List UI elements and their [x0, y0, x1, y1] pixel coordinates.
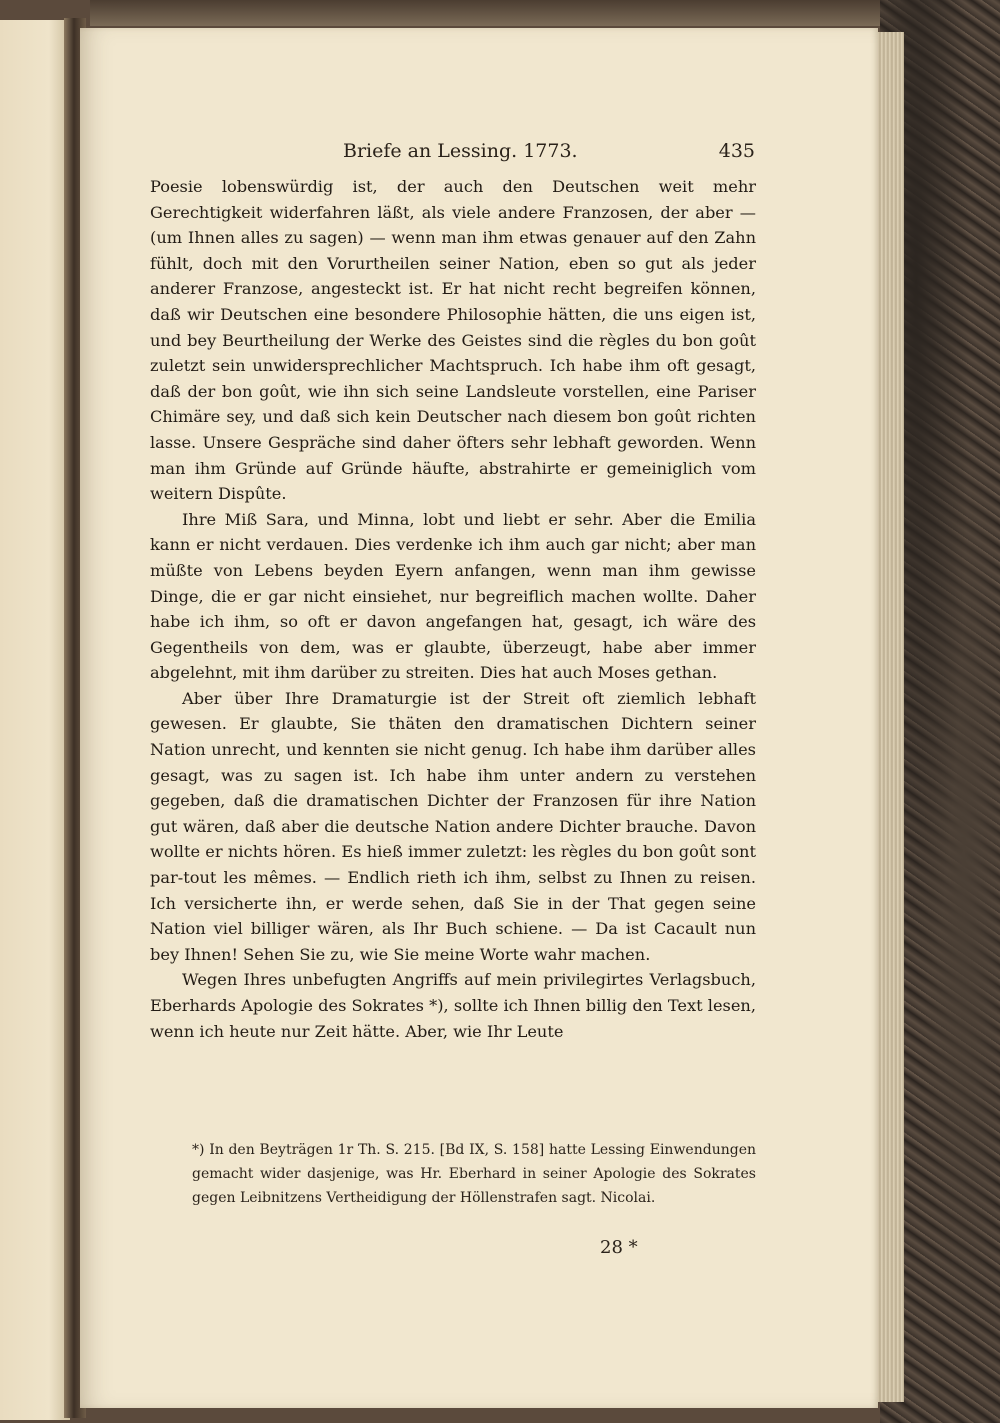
- running-title: Briefe an Lessing. 1773.: [343, 140, 578, 162]
- page-number: 435: [718, 140, 755, 162]
- book-top-edge: [90, 0, 910, 26]
- paragraph: Wegen Ihres unbefugten Angriffs auf mein privilegirtes Verlagsbuch, Eberhards Apologie des Sokrates *), sollte ich Ihnen billig den Text lesen, wenn ich heute nur Zeit hätte. Aber, wie Ihr Leute: [150, 970, 756, 1041]
- paragraph: Aber über Ihre Dramaturgie ist der Streit oft ziemlich lebhaft gewesen. Er glaubte, Sie thäten den dramatischen Dichtern seiner Nation unrecht, und kennten sie nicht genug. Ich habe ihm darüber alles gesagt, was zu sagen ist. Ich habe ihm unter andern zu verstehen gegeben, daß die dramatischen Dichter der Franzosen für ihre Nation gut wären, daß aber die deutsche Nation andere Dichter brauche. Davon wollte er nichts hören. Es hieß immer zuletzt: les règles du bon goût sont par-tout les mêmes. — Endlich rieth ich ihm, selbst zu Ihnen zu reisen. Ich versicherte ihn, er werde sehen, daß Sie in der That gegen seine Nation viel billiger wären, als Ihr Buch schiene. — Da ist Cacault nun bey Ihnen! Sehen Sie zu, wie Sie meine Worte wahr machen.: [150, 688, 756, 964]
- footnote: [150, 1138, 756, 1210]
- body-text: [150, 174, 756, 1044]
- left-facing-page: [0, 20, 70, 1420]
- signature-mark: 28 *: [600, 1237, 638, 1258]
- footnote-text: *) In den Beyträgen 1r Th. S. 215. [Bd IX, S. 158] hatte Lessing Einwendungen gemacht wider dasjenige, was Hr. Eberhard in seiner Apologie des Sokrates gegen Leibnitzens Vertheidigung der Höllenstrafen sagt. Nicolai.: [192, 1142, 756, 1206]
- paragraph: Ihre Miß Sara, und Minna, lobt und liebt er sehr. Aber die Emilia kann er nicht verdauen. Dies verdenke ich ihm auch gar nicht; aber man müßte von Lebens beyden Eyern anfangen, wenn man ihm gewisse Dinge, die er gar nicht einsiehet, nur begreiflich machen wollte. Daher habe ich ihm, so oft er davon angefangen hat, gesagt, ich wäre des Gegentheils von dem, was er glaubte, überzeugt, habe aber immer abgelehnt, mit ihm darüber zu streiten. Dies hat auch Moses gethan.: [150, 509, 756, 683]
- paragraph: Poesie lobenswürdig ist, der auch den Deutschen weit mehr Gerechtigkeit widerfahren läßt, als viele andere Franzosen, der aber — (um Ihnen alles zu sagen) — wenn man ihm etwas genauer auf den Zahn fühlt, doch mit den Vorurtheilen seiner Nation, eben so gut als jeder anderer Franzose, angesteckt ist. Er hat nicht recht begreifen können, daß wir Deutschen eine besondere Philosophie hätten, die uns eigen ist, und bey Beurtheilung der Werke des Geistes sind die règles du bon goût zuletzt sein unwidersprechlicher Machtspruch. Ich habe ihm oft gesagt, daß der bon goût, wie ihn sich seine Landsleute vorstellen, eine Pariser Chimäre sey, und daß sich kein Deutscher nach diesem bon goût richten lasse. Unsere Gespräche sind daher öfters sehr lebhaft geworden. Wenn man ihm Gründe auf Gründe häufte, abstrahirte er gemeiniglich vom weitern Dispûte.: [150, 177, 756, 504]
